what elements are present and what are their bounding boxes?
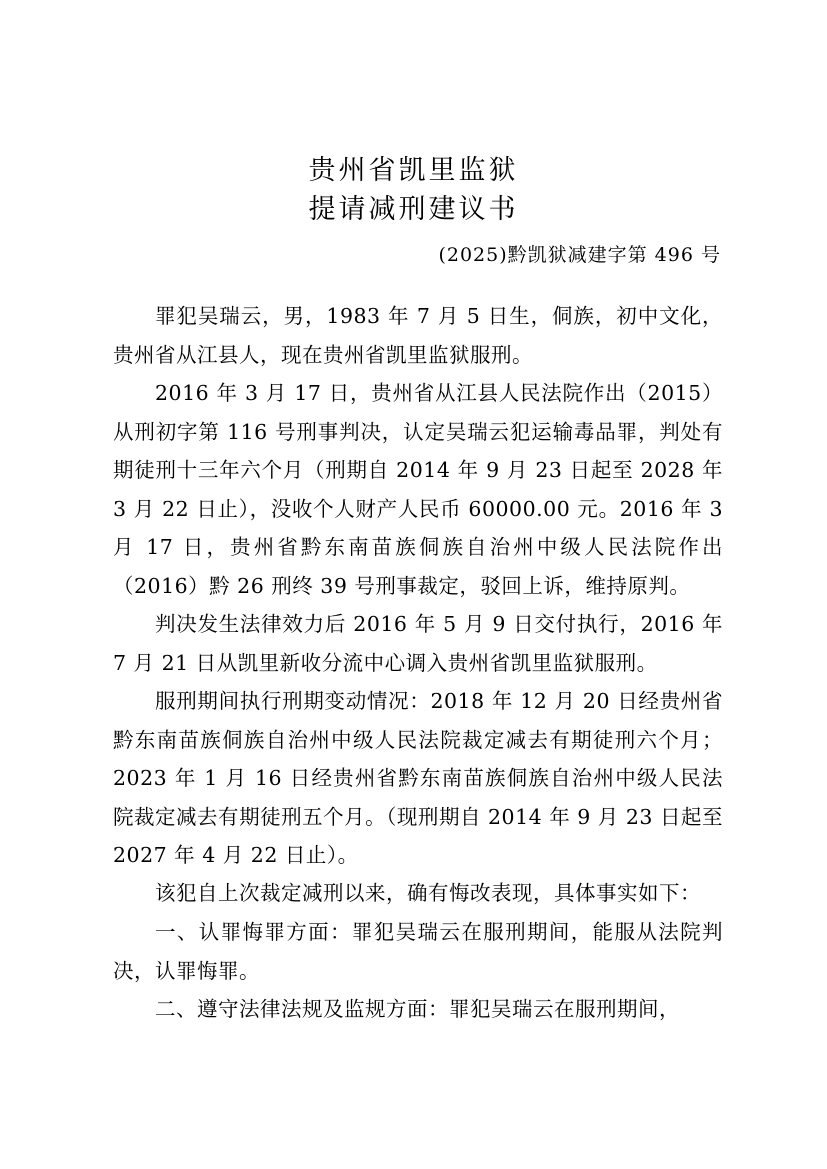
paragraph-discipline: 二、遵守法律法规及监规方面：罪犯吴瑞云在服刑期间， <box>155 997 680 1021</box>
document-title-line1: 贵州省凯里监狱 <box>308 155 519 186</box>
paragraph-repentance: 一、认罪悔罪方面：罪犯吴瑞云在服刑期间，能服从法院判决，认罪悔罪。 <box>113 920 723 983</box>
paragraph-judgment: 2016 年 3 月 17 日，贵州省从江县人民法院作出（2015）从刑初字第 116 号刑事判决，认定吴瑞云犯运输毒品罪，判处有期徒刑十三年六个月（刑期自 2014 年 9 月 23 日起至 2028 年 3 月 22 日止），没收个人财产人民币 60000.00 元。2016 年 3 月 17 日，贵州省黔东南苗族侗族自治州中级人民法院作出（2016）黔 26 刑终 39 号刑事裁定，驳回上诉，维持原判。 <box>113 381 723 598</box>
paragraph-execution: 判决发生法律效力后 2016 年 5 月 9 日交付执行，2016 年 7 月 21 日从凯里新收分流中心调入贵州省凯里监狱服刑。 <box>113 612 723 675</box>
document-title-line2: 提请减刑建议书 <box>308 194 519 225</box>
paragraph-criminal-info: 罪犯吴瑞云，男，1983 年 7 月 5 日生，侗族，初中文化，贵州省从江县人，现在贵州省凯里监狱服刑。 <box>113 304 723 367</box>
paragraph-sentence-changes: 服刑期间执行刑期变动情况：2018 年 12 月 20 日经贵州省黔东南苗族侗族自治州中级人民法院裁定减去有期徒刑六个月；2023 年 1 月 16 日经贵州省黔东南苗族侗族自治州中级人民法院裁定减去有期徒刑五个月。（现刑期自 2014 年 9 月 23 日起至 2027 年 4 月 22 日止）。 <box>113 689 723 867</box>
document-number: (2025)黔凯狱减建字第 496 号 <box>438 244 721 266</box>
paragraph-summary: 该犯自上次裁定减刑以来，确有悔改表现，具体事实如下： <box>155 881 701 905</box>
